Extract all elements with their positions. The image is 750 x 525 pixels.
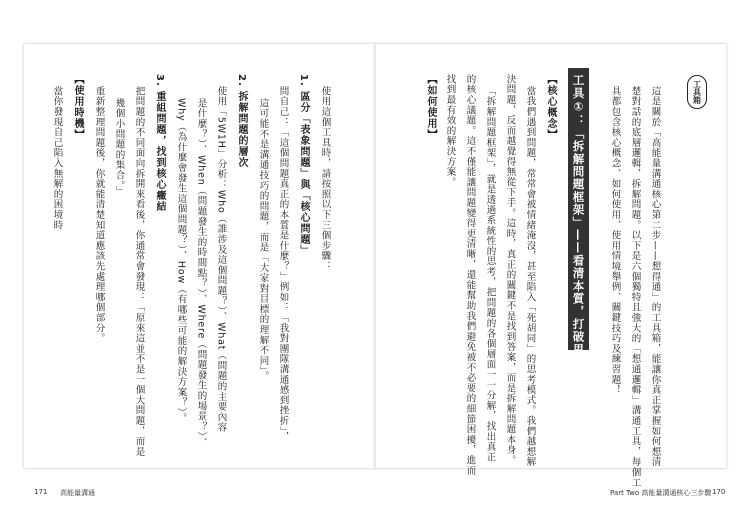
core-line-4: 的核心議題。這不僅能讓問題變得更清晰，還能幫助我們避免被不必要的細節困擾，進而 bbox=[464, 74, 476, 476]
step3-line-2: 幾個小問題的集合。」 bbox=[113, 98, 125, 197]
step3-title: 3. 重組問題，找到核心癥結 bbox=[154, 74, 165, 213]
step2-line-2: 是什麼？）、When（問題發生的時間點？）、Where（問題發生的場景？）、 bbox=[195, 98, 207, 448]
toolbox-tag: 工具箱 bbox=[687, 75, 707, 109]
right-page-number: 170 bbox=[712, 488, 726, 496]
core-line-5: 找到最有效的解決方案。 bbox=[444, 74, 456, 188]
core-line-3: 「拆解問題框架」，就是透過系統性的思考，把問題的各個層面一一分解，找出真正 bbox=[484, 86, 496, 463]
intro-line-2: 楚對話的底層邏輯，拆解問題。以下是六個獨特且強大的「想通邏輯」溝通工具，每個工 bbox=[629, 86, 641, 488]
tool-title-band: 工具①：「拆解問題框架」——看清本質，打破思維僵局 bbox=[568, 68, 589, 350]
step2-line-1: 使用「5W1H」分析：Who（誰涉及這個問題？）、What（問題的主要內容 bbox=[215, 86, 227, 433]
step2-title: 2. 拆解問題的層次 bbox=[236, 74, 247, 169]
core-concept-heading: 【核心概念】 bbox=[545, 74, 556, 140]
usage-line-1: 當你發現自己陷入無解的困境時 bbox=[51, 86, 63, 231]
core-line-2: 決問題，反而越覺得無從下手。這時，真正的關鍵不是找到答案，而是拆解問題本身。 bbox=[504, 74, 516, 466]
core-line-1: 當我們遇到問題，常常會被情緒淹沒，甚至陷入「死胡同」的思考模式。我們越想解 bbox=[524, 86, 536, 468]
usage-heading: 【使用時機】 bbox=[72, 74, 83, 140]
left-page-number: 171 bbox=[34, 488, 48, 496]
intro-line-3: 具都包含核心概念、如何使用、使用情境舉例、關鍵技巧及練習題！ bbox=[609, 86, 621, 395]
step1-line-1: 問自己：「這個問題真正的本質是什麼？」例如：「我對團隊溝通感到挫折」， bbox=[277, 86, 289, 442]
how-to-use-heading: 【如何使用】 bbox=[425, 74, 436, 140]
steps-intro: 使用這個工具時，請按照以下三個步驟： bbox=[319, 86, 331, 272]
step3-line-3: 重新整理問題後，你就能清楚知道應該先處理哪個部分。 bbox=[93, 86, 105, 344]
intro-line-1: 這是關於「高能量溝通核心第二步——想得通」的工具箱，能讓你真正掌握如何想清 bbox=[649, 86, 661, 468]
step1-title: 1. 區分「表象問題」與「核心問題」 bbox=[298, 74, 309, 257]
book-gutter bbox=[374, 44, 376, 468]
step3-line-1: 把問題的不同面向拆開來看後，你通常會發現：「原來這並不是一個大問題，而是 bbox=[133, 86, 145, 457]
left-footer-label: 高能量溝通 bbox=[60, 489, 95, 497]
step1-line-2: 這可能不是溝通技巧的問題，而是「大家對目標的理解不同」。 bbox=[257, 98, 269, 382]
step2-line-3: Why（為什麼會發生這個問題？）、How（有哪些可能的解決方案？）。 bbox=[175, 98, 187, 424]
right-footer-label: Part Two 高能量溝通核心三步驟 bbox=[610, 489, 712, 497]
